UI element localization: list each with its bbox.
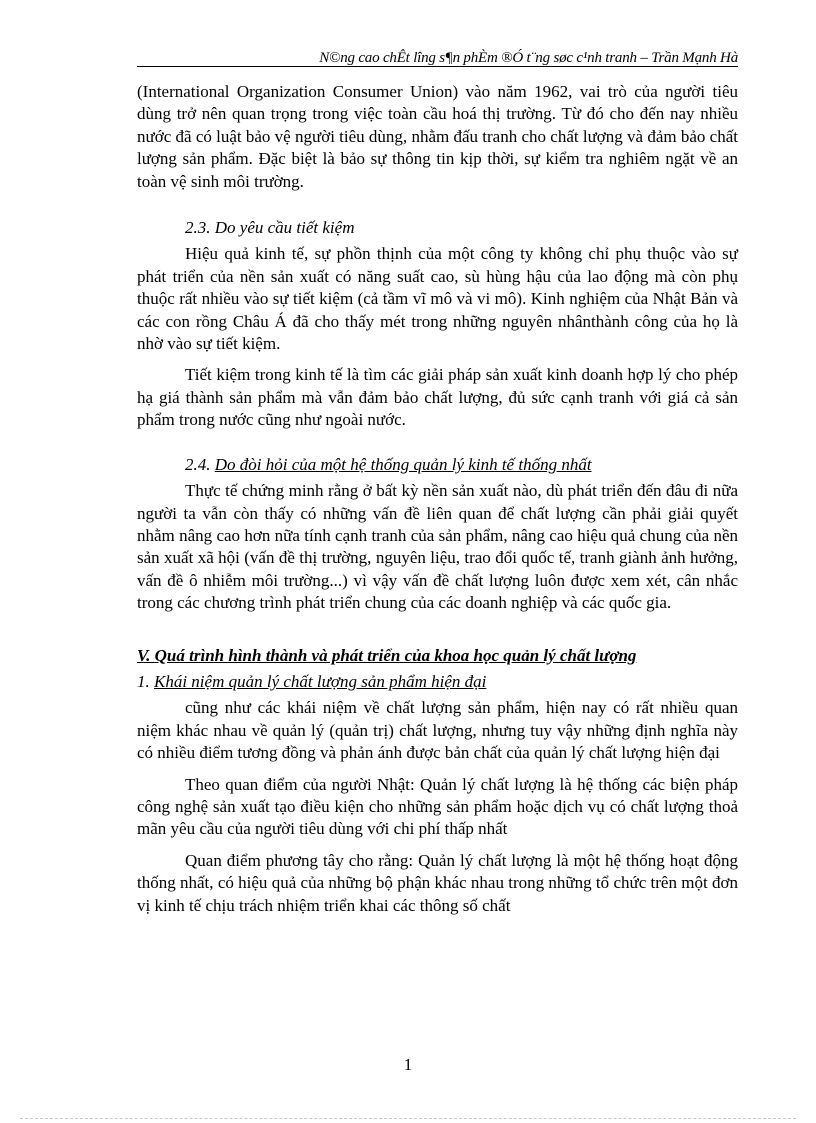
section-v-number: V.: [137, 645, 155, 665]
heading-2-4-text: Do đòi hỏi của một hệ thống quản lý kinh tế thống nhất: [214, 454, 592, 474]
paragraph-concepts: cũng như các khái niệm về chất lượng sản phẩm, hiện nay có rất nhiều quan niệm khác nhau về quản lý (quản trị) chất lượng, nhưng tuy vậy những định nghĩa này có nhiều điểm tương đồng và phản ánh được bản chất của quản lý chất lượng hiện đại: [137, 698, 738, 763]
header-rule: [137, 66, 738, 67]
heading-2-3: 2.3. Do yêu cầu tiết kiệm: [185, 218, 355, 238]
heading-2-4-number: 2.4.: [185, 454, 215, 474]
section-v-text: Quá trình hình thành và phát triển của khoa học quản lý chất lượng: [154, 645, 637, 665]
paragraph-saving: Tiết kiệm trong kinh tế là tìm các giải pháp sản xuất kinh doanh hợp lý cho phép hạ giá thành sản phẩm mà vẫn đảm bảo chất lượng, đủ sức cạnh tranh với giá cả sản phẩm trong nước cũng như ngoài nước.: [137, 365, 738, 430]
heading-1-text: Khái niệm quản lý chất lượng sản phẩm hiện đại: [154, 671, 487, 691]
paragraph-japanese-view: Theo quan điểm của người Nhật: Quản lý chất lượng là hệ thống các biện pháp công nghệ sản xuất tạo điều kiện cho những sản phẩm hoặc dịch vụ có chất lượng thoả mãn yêu cầu của người tiêu dùng với chi phí thấp nhất: [137, 774, 738, 839]
running-header: N©ng cao chÊt lîng s¶n phÈm ®Ó t¨ng søc c¹nh tranh – Trần Mạnh Hà: [319, 50, 738, 66]
document-body: [137, 81, 738, 917]
heading-2-4: [137, 454, 738, 476]
paragraph-consumer-union: (International Organization Consumer Union) vào năm 1962, vai trò của người tiêu dùng trở nên quan trọng trong việc toàn cầu hoá thị trường. Từ đó cho đến nay nhiều nước đã có luật bảo vệ người tiêu dùng, nhằm đấu tranh cho chất lượng và đảm bảo chất lượng sản phẩm. Đặc biệt là bảo sự thông tin kịp thời, sự kiểm tra nghiêm ngặt về an toàn vệ sinh môi trường.: [137, 82, 738, 191]
heading-1: [137, 671, 738, 693]
paragraph-western-view: Quan điểm phương tây cho rằng: Quản lý chất lượng là một hệ thống hoạt động thống nhất, có hiệu quả của những bộ phận khác nhau trong những tổ chức trên một đơn vị kinh tế chịu trách nhiệm triển khai các thông số chất: [137, 850, 738, 915]
section-v-title: [137, 645, 738, 667]
heading-1-number: 1.: [137, 671, 154, 691]
page-boundary: [20, 1118, 796, 1119]
paragraph-efficiency: Hiệu quả kinh tế, sự phồn thịnh của một công ty không chỉ phụ thuộc vào sự phát triển của nền sản xuất có năng suất cao, sù hùng hậu của lao động mà còn phụ thuộc rất nhiều vào sự tiết kiệm (cả tầm vĩ mô và vi mô). Kinh nghiệm của Nhật Bản và các con rồng Châu Á đã cho thấy mét trong những nguyên nhânthành công của họ là nhờ vào sự tiết kiệm.: [137, 244, 738, 354]
page-number: 1: [403, 1055, 413, 1074]
paragraph-reality: Thực tế chứng minh rằng ở bất kỳ nền sản xuất nào, dù phát triển đến đâu đi nữa người ta vẫn còn thấy có những vấn đề liên quan để chất lượng cần phải giải quyết nhằm nâng cao hơn nữa tính cạnh tranh của sản phẩm, nâng cao hiệu quả chung của nền sản xuất xã hội (vấn đề thị trường, nguyên liệu, trao đổi quốc tế, tranh giành ảnh hưởng, vấn đề ô nhiễm môi trường...) vì vậy vấn đề chất lượng luôn được xem xét, cân nhắc trong các chương trình phát triển chung của các doanh nghiệp và các quốc gia.: [137, 481, 738, 613]
